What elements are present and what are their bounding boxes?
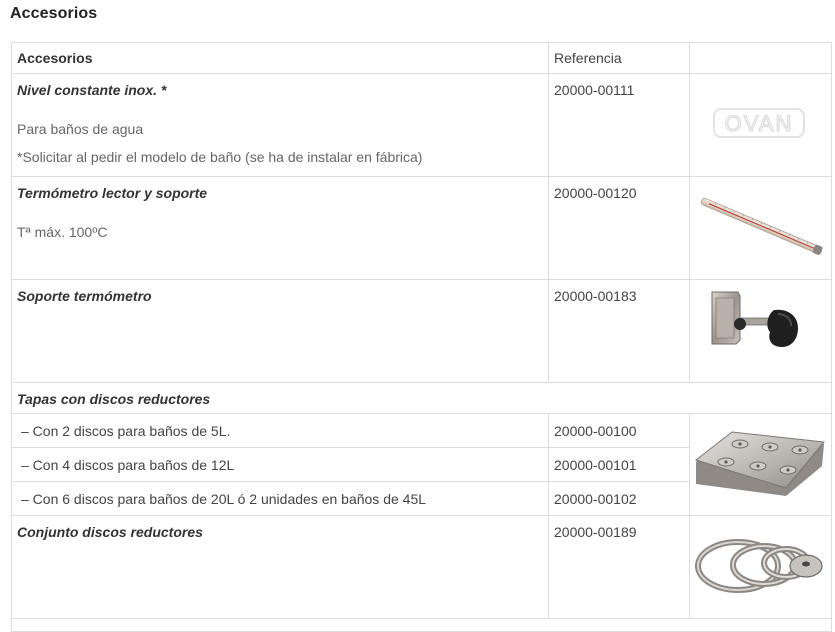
table-row <box>12 177 832 280</box>
group-title: Tapas con discos reductores <box>17 391 211 407</box>
accessories-table <box>11 42 832 632</box>
header-image <box>690 43 832 74</box>
table-row <box>12 74 832 177</box>
item-note: Para baños de agua <box>17 121 144 137</box>
subitem-reference: 20000-00102 <box>554 490 637 507</box>
subitem-label: – Con 2 discos para baños de 5L. <box>21 422 231 439</box>
item-title: Soporte termómetro <box>17 288 152 304</box>
thermometer-image-icon <box>690 177 831 279</box>
image-cell <box>690 414 832 516</box>
table-row <box>12 383 832 414</box>
item-cell <box>12 280 549 383</box>
subitem-cell <box>12 448 549 482</box>
item-cell <box>12 74 549 177</box>
reference-cell <box>549 482 690 516</box>
item-title: Conjunto discos reductores <box>17 524 203 540</box>
item-note: *Solicitar al pedir el modelo de baño (se ha de instalar en fábrica) <box>17 149 423 165</box>
image-cell <box>690 74 832 177</box>
item-title: Nivel constante inox. * <box>17 82 167 98</box>
page-heading: Accesorios <box>10 5 98 22</box>
item-reference: 20000-00189 <box>554 524 637 540</box>
table-row <box>12 414 832 448</box>
reference-cell <box>549 280 690 383</box>
item-title: Termómetro lector y soporte <box>17 185 208 201</box>
header-accessories: Accesorios <box>12 43 549 74</box>
group-cell <box>12 383 832 414</box>
subitem-reference: 20000-00101 <box>554 456 637 473</box>
reference-cell <box>549 74 690 177</box>
item-reference: 20000-00111 <box>554 82 635 98</box>
subitem-label: – Con 4 discos para baños de 12L <box>21 456 235 473</box>
item-note: Tª máx. 100ºC <box>17 224 108 240</box>
thermometer-holder-image-icon <box>690 280 831 382</box>
item-reference: 20000-00120 <box>554 185 637 201</box>
subitem-cell <box>12 482 549 516</box>
table-row <box>12 516 832 619</box>
item-reference: 20000-00183 <box>554 288 637 304</box>
lid-with-discs-image-icon <box>690 414 831 515</box>
subitem-label: – Con 6 discos para baños de 20L ó 2 unidades en baños de 45L <box>21 490 427 507</box>
reducing-rings-image-icon <box>690 516 831 618</box>
reference-cell <box>549 448 690 482</box>
item-cell <box>12 177 549 280</box>
reference-cell <box>549 177 690 280</box>
header-reference: Referencia <box>549 43 690 74</box>
table-row <box>12 280 832 383</box>
image-cell <box>690 516 832 619</box>
image-cell <box>690 280 832 383</box>
ovan-logo-placeholder-icon <box>690 74 831 176</box>
item-cell <box>12 516 549 619</box>
reference-cell <box>549 414 690 448</box>
logo-text: OVAN <box>724 111 794 136</box>
image-cell <box>690 177 832 280</box>
subitem-cell <box>12 414 549 448</box>
reference-cell <box>549 516 690 619</box>
subitem-reference: 20000-00100 <box>554 422 637 439</box>
table-header-row <box>12 43 832 74</box>
